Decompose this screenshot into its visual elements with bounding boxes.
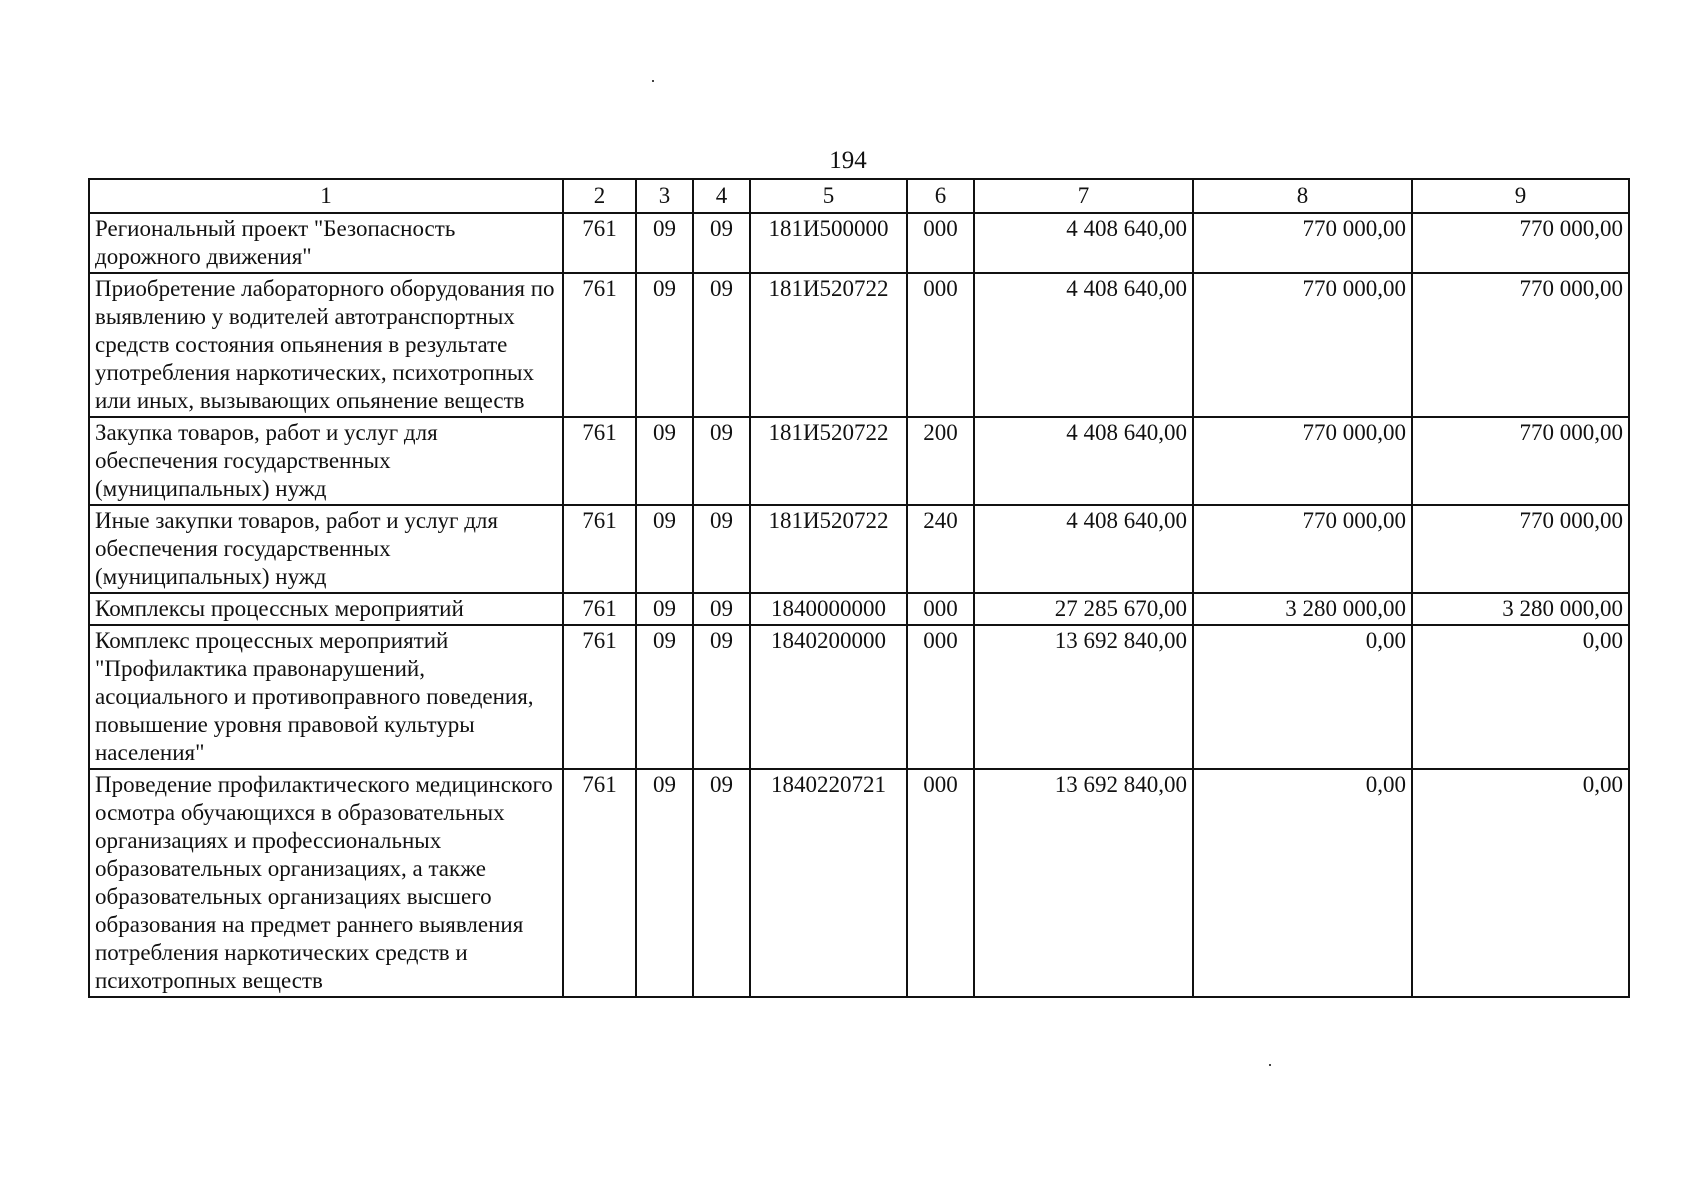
amount-col-7: 27 285 670,00 xyxy=(974,593,1193,625)
amount-col-7: 4 408 640,00 xyxy=(974,213,1193,273)
expense-type-code: 000 xyxy=(907,213,974,273)
amount-col-9: 770 000,00 xyxy=(1412,417,1629,505)
expense-type-code: 240 xyxy=(907,505,974,593)
section-code: 09 xyxy=(636,273,693,417)
row-name: Иные закупки товаров, работ и услуг для обеспечения государственных (муниципальных) нужд xyxy=(89,505,563,593)
subsection-code: 09 xyxy=(693,625,750,769)
section-code: 09 xyxy=(636,417,693,505)
subsection-code: 09 xyxy=(693,417,750,505)
section-code: 09 xyxy=(636,769,693,997)
section-code: 09 xyxy=(636,505,693,593)
expense-type-code: 200 xyxy=(907,417,974,505)
amount-col-9: 3 280 000,00 xyxy=(1412,593,1629,625)
amount-col-7: 4 408 640,00 xyxy=(974,273,1193,417)
amount-col-9: 770 000,00 xyxy=(1412,213,1629,273)
target-item-code: 1840220721 xyxy=(750,769,907,997)
amount-col-8: 0,00 xyxy=(1193,625,1412,769)
expense-type-code: 000 xyxy=(907,273,974,417)
ministry-code: 761 xyxy=(563,213,636,273)
amount-col-7: 13 692 840,00 xyxy=(974,625,1193,769)
ministry-code: 761 xyxy=(563,593,636,625)
subsection-code: 09 xyxy=(693,593,750,625)
amount-col-8: 770 000,00 xyxy=(1193,213,1412,273)
amount-col-8: 0,00 xyxy=(1193,769,1412,997)
row-name: Региональный проект "Безопасность дорожного движения" xyxy=(89,213,563,273)
amount-col-8: 3 280 000,00 xyxy=(1193,593,1412,625)
amount-col-9: 770 000,00 xyxy=(1412,273,1629,417)
ministry-code: 761 xyxy=(563,417,636,505)
table-row xyxy=(89,417,1629,505)
subsection-code: 09 xyxy=(693,505,750,593)
table-row xyxy=(89,593,1629,625)
column-header: 5 xyxy=(750,179,907,213)
row-name: Проведение профилактического медицинского осмотра обучающихся в образовательных организациях и профессиональных образовательных организациях, а также образовательных организациях высшего образования на предмет раннего выявления потребления наркотических средств и психотропных веществ xyxy=(89,769,563,997)
target-item-code: 181И520722 xyxy=(750,273,907,417)
target-item-code: 1840200000 xyxy=(750,625,907,769)
target-item-code: 181И520722 xyxy=(750,417,907,505)
amount-col-9: 0,00 xyxy=(1412,769,1629,997)
amount-col-9: 0,00 xyxy=(1412,625,1629,769)
ministry-code: 761 xyxy=(563,273,636,417)
table-row xyxy=(89,273,1629,417)
row-name: Закупка товаров, работ и услуг для обеспечения государственных (муниципальных) нужд xyxy=(89,417,563,505)
ministry-code: 761 xyxy=(563,505,636,593)
budget-table xyxy=(88,178,1630,998)
row-name: Комплексы процессных мероприятий xyxy=(89,593,563,625)
expense-type-code: 000 xyxy=(907,625,974,769)
column-number-row xyxy=(89,179,1629,213)
table-row xyxy=(89,769,1629,997)
amount-col-8: 770 000,00 xyxy=(1193,273,1412,417)
column-header: 7 xyxy=(974,179,1193,213)
section-code: 09 xyxy=(636,625,693,769)
column-header: 1 xyxy=(89,179,563,213)
section-code: 09 xyxy=(636,593,693,625)
amount-col-8: 770 000,00 xyxy=(1193,417,1412,505)
expense-type-code: 000 xyxy=(907,769,974,997)
target-item-code: 181И500000 xyxy=(750,213,907,273)
scan-speck xyxy=(652,80,654,82)
row-name: Приобретение лабораторного оборудования по выявлению у водителей автотранспортных средств состояния опьянения в результате употребления наркотических, психотропных или иных, вызывающих опьянение веществ xyxy=(89,273,563,417)
column-header: 3 xyxy=(636,179,693,213)
target-item-code: 181И520722 xyxy=(750,505,907,593)
subsection-code: 09 xyxy=(693,273,750,417)
page-number: 194 xyxy=(829,147,867,174)
amount-col-7: 13 692 840,00 xyxy=(974,769,1193,997)
subsection-code: 09 xyxy=(693,213,750,273)
subsection-code: 09 xyxy=(693,769,750,997)
section-code: 09 xyxy=(636,213,693,273)
amount-col-8: 770 000,00 xyxy=(1193,505,1412,593)
amount-col-7: 4 408 640,00 xyxy=(974,505,1193,593)
amount-col-9: 770 000,00 xyxy=(1412,505,1629,593)
table-row xyxy=(89,213,1629,273)
column-header: 2 xyxy=(563,179,636,213)
column-header: 9 xyxy=(1412,179,1629,213)
column-header: 4 xyxy=(693,179,750,213)
scan-speck xyxy=(1269,1064,1271,1066)
amount-col-7: 4 408 640,00 xyxy=(974,417,1193,505)
expense-type-code: 000 xyxy=(907,593,974,625)
ministry-code: 761 xyxy=(563,769,636,997)
table-row xyxy=(89,625,1629,769)
column-header: 6 xyxy=(907,179,974,213)
column-header: 8 xyxy=(1193,179,1412,213)
ministry-code: 761 xyxy=(563,625,636,769)
target-item-code: 1840000000 xyxy=(750,593,907,625)
table-row xyxy=(89,505,1629,593)
row-name: Комплекс процессных мероприятий "Профилактика правонарушений, асоциального и противоправного поведения, повышение уровня правовой культуры населения" xyxy=(89,625,563,769)
